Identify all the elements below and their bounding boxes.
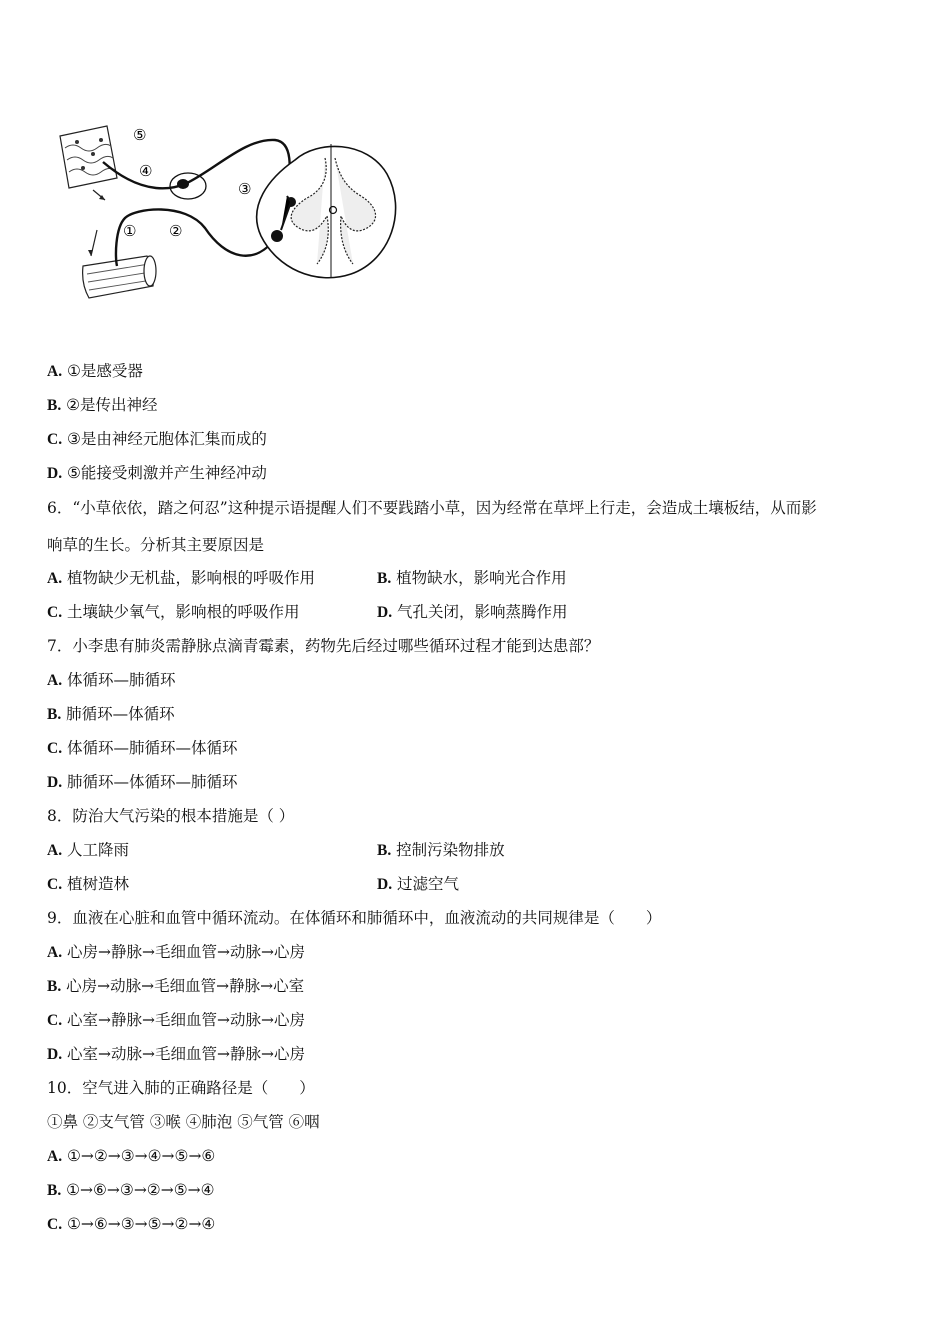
q7-option-d [47,772,238,793]
option-letter: A. [47,944,63,961]
option-letter: A. [47,842,63,859]
option-text: 控制污染物排放 [396,841,505,859]
option-text: ①→⑥→③→②→⑤→④ [66,1181,215,1199]
q7-option-a [47,670,176,691]
option-text: 土壤缺少氧气，影响根的呼吸作用 [67,603,300,621]
option-text: ①→②→③→④→⑤→⑥ [67,1147,216,1165]
q8-stem: 8．防治大气污染的根本措施是（ ） [47,807,295,825]
q7-option-b [47,704,175,725]
q9-option-d [47,1044,305,1065]
option-text: 植物缺水，影响光合作用 [396,569,567,587]
option-letter: C. [47,876,63,893]
option-letter: D. [47,465,63,482]
option-text: ①是感受器 [67,362,143,380]
muscle-effector-drawing [83,256,156,298]
option-text: 体循环—肺循环 [67,671,176,689]
q9-option-c [47,1010,305,1031]
option-text: 植物缺少无机盐，影响根的呼吸作用 [67,569,316,587]
q8-option-c [47,874,129,895]
q8-option-d [377,874,459,895]
option-letter: D. [377,876,393,893]
q10-stem: 10．空气进入肺的正确路径是（ ） [47,1079,315,1097]
spinal-cord-drawing [257,144,396,278]
option-text: 心室→动脉→毛细血管→静脉→心房 [67,1045,305,1063]
option-letter: C. [47,1216,63,1233]
q7-stem: 7．小李患有肺炎需静脉点滴青霉素，药物先后经过哪些循环过程才能到达患部？ [47,637,600,655]
q5-option-d [47,463,267,484]
option-text: 人工降雨 [67,841,130,859]
skin-receptor-drawing [60,126,117,188]
option-letter: C. [47,1012,63,1029]
q10-option-c [47,1214,215,1235]
option-letter: B. [377,570,392,587]
option-letter: C. [47,431,63,448]
option-letter: D. [377,604,393,621]
option-text: 肺循环—体循环 [66,705,175,723]
q5-option-b [47,395,158,416]
option-text: 心房→静脉→毛细血管→动脉→心房 [67,943,305,961]
option-text: ①→⑥→③→⑤→②→④ [67,1215,216,1233]
q6-option-b [377,568,567,589]
option-letter: A. [47,363,63,380]
q7-option-c [47,738,238,759]
label-5: ⑤ [133,126,147,144]
option-text: ③是由神经元胞体汇集而成的 [67,430,267,448]
option-letter: B. [47,706,62,723]
q10-option-a [47,1146,215,1167]
option-letter: B. [377,842,392,859]
option-text: 过滤空气 [397,875,460,893]
option-text: 肺循环—体循环—肺循环 [67,773,238,791]
option-letter: A. [47,570,63,587]
q8-option-b [377,840,505,861]
label-3: ③ [238,180,252,198]
q8-option-a [47,840,129,861]
option-text: 气孔关闭，影响蒸腾作用 [397,603,568,621]
option-text: 心房→动脉→毛细血管→静脉→心室 [66,977,305,995]
q9-option-b [47,976,304,997]
q10-option-b [47,1180,214,1201]
option-letter: C. [47,604,63,621]
option-letter: A. [47,672,63,689]
q6-option-c [47,602,300,623]
q6-stem-line1: 6．“小草依依，踏之何忍”这种提示语提醒人们不要践踏小草，因为经常在草坪上行走，会造成土壤板结，从而影 [47,499,817,517]
reflex-arc-figure [55,118,405,310]
option-letter: D. [47,1046,63,1063]
label-2: ② [169,222,183,240]
option-letter: B. [47,397,62,414]
option-text: ②是传出神经 [66,396,158,414]
option-letter: C. [47,740,63,757]
q6-stem-line2: 响草的生长。分析其主要原因是 [47,536,265,554]
label-1: ① [123,222,137,240]
q9-option-a [47,942,305,963]
option-letter: B. [47,978,62,995]
q10-items: ①鼻 ②支气管 ③喉 ④肺泡 ⑤气管 ⑥咽 [47,1113,320,1131]
q5-option-a [47,361,143,382]
q9-stem: 9．血液在心脏和血管中循环流动。在体循环和肺循环中，血液流动的共同规律是（ ） [47,909,662,927]
option-letter: B. [47,1182,62,1199]
option-letter: A. [47,1148,63,1165]
q6-option-d [377,602,568,623]
q5-option-c [47,429,267,450]
q6-option-a [47,568,315,589]
label-4: ④ [139,162,153,180]
option-text: 心室→静脉→毛细血管→动脉→心房 [67,1011,305,1029]
option-text: ⑤能接受刺激并产生神经冲动 [67,464,267,482]
option-text: 体循环—肺循环—体循环 [67,739,238,757]
option-letter: D. [47,774,63,791]
option-text: 植树造林 [67,875,130,893]
